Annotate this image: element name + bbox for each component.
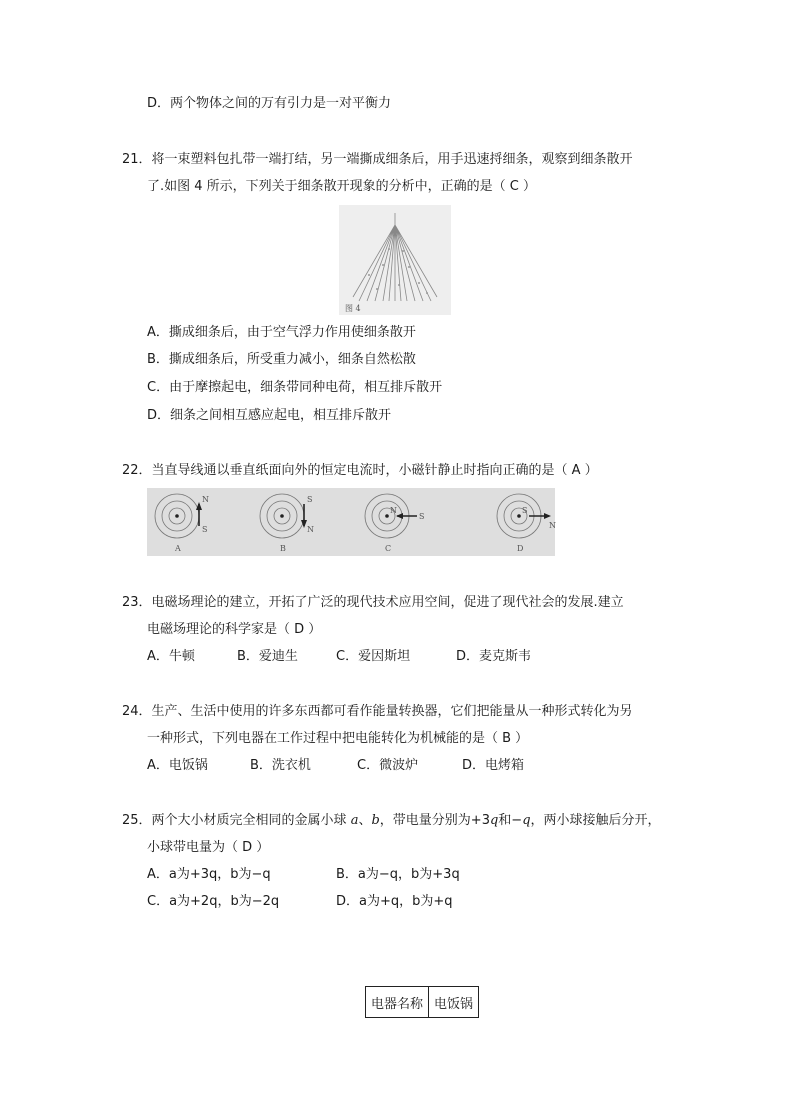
q25-option-c-prefix: C． <box>147 894 170 909</box>
q25-option-d <box>336 892 453 912</box>
q22-c-pole-n: N <box>390 506 397 515</box>
q21-option-a: A．撕成细条后，由于空气浮力作用使细条散开 <box>147 325 416 340</box>
q23-option-d: D．麦克斯韦 <box>456 649 532 664</box>
q22-panel-label-d: D <box>517 544 524 553</box>
q24-stem-line1: 24．生产、生活中使用的许多东西都可看作能量转换器，它们把能量从一种形式转化为另 <box>122 704 633 719</box>
q21-option-c: C．由于摩擦起电，细条带同种电荷，相互排斥散开 <box>147 380 443 395</box>
q22-d-pole-s: S <box>522 506 528 515</box>
q20-option-d: D．两个物体之间的万有引力是一对平衡力 <box>147 96 392 111</box>
q22-b-pole-n: N <box>307 525 314 534</box>
q22-a-pole-s: S <box>202 525 208 534</box>
q24-stem-line2: 一种形式，下列电器在工作过程中把电能转化为机械能的是（ B ） <box>147 731 529 746</box>
q25-stem-part2: ，带电量分别为+3 <box>379 813 490 828</box>
q25-var-q2: q <box>522 813 531 828</box>
q21-option-b: B．撕成细条后，所受重力减小，细条自然松散 <box>147 352 416 367</box>
q22-c-pole-s: S <box>419 512 425 521</box>
q25-option-d-text: a为+q，b为+q <box>359 894 453 909</box>
q23-option-a: A．牛顿 <box>147 649 195 664</box>
q24-option-d: D．电烤箱 <box>462 758 525 773</box>
q22-panel-label-b: B <box>280 544 286 553</box>
q25-stem-line2: 小球带电量为（ D ） <box>147 840 270 855</box>
q25-var-q1: q <box>489 813 499 828</box>
figure-compass-options <box>147 488 555 556</box>
q24-option-b: B．洗衣机 <box>250 758 311 773</box>
q23-stem-line1: 23．电磁场理论的建立，开拓了广泛的现代技术应用空间，促进了现代社会的发展.建立 <box>122 595 624 610</box>
q22-panel-label-c: C <box>385 544 392 553</box>
q23-option-c: C．爱因斯坦 <box>336 649 411 664</box>
q25-sep: 、 <box>358 813 372 828</box>
table-header-rice-cooker: 电饭锅 <box>429 987 479 1018</box>
q25-stem-part1: 25．两个大小材质完全相同的金属小球 <box>122 813 351 828</box>
q24-option-a: A．电饭锅 <box>147 758 208 773</box>
q22-b-pole-s: S <box>307 495 313 504</box>
q25-option-b-text: a为−q，b为+3q <box>357 867 460 882</box>
q25-option-a-prefix: A． <box>147 867 169 882</box>
q25-stem-part3: 和− <box>498 813 523 828</box>
q22-panel-label-a: A <box>175 544 181 553</box>
q21-option-d: D．细条之间相互感应起电，相互排斥散开 <box>147 408 392 423</box>
q21-stem-line1: 21．将一束塑料包扎带一端打结，另一端撕成细条后，用手迅速捋细条，观察到细条散开 <box>122 152 633 167</box>
figure-4-caption: 图 4 <box>345 304 361 313</box>
q22-d-pole-n: N <box>549 521 556 530</box>
q23-stem-line2: 电磁场理论的科学家是（ D ） <box>147 622 322 637</box>
figure-4-plastic-strips <box>339 205 451 315</box>
q25-option-b <box>336 865 460 885</box>
q25-option-a <box>147 865 271 885</box>
q24-option-c: C．微波炉 <box>357 758 419 773</box>
q25-option-c <box>147 892 279 912</box>
table-header-appliance-name: 电器名称 <box>366 987 429 1018</box>
q25-var-b: b <box>371 813 380 828</box>
q25-option-d-prefix: D． <box>336 894 360 909</box>
q22-a-pole-n: N <box>202 495 209 504</box>
q25-option-c-text: a为+2q，b为−2q <box>169 894 280 909</box>
q25-var-a: a <box>350 813 359 828</box>
q23-option-b: B．爱迪生 <box>237 649 298 664</box>
appliance-table <box>365 986 479 1018</box>
q22-stem: 22．当直导线通以垂直纸面向外的恒定电流时，小磁针静止时指向正确的是（ A ） <box>122 463 598 478</box>
q25-stem-part4: ，两小球接触后分开， <box>530 813 661 828</box>
q25-option-a-text: a为+3q，b为−q <box>168 867 271 882</box>
table-row <box>366 987 479 1018</box>
q21-stem-line2: 了.如图 4 所示，下列关于细条散开现象的分析中，正确的是（ C ） <box>147 179 537 194</box>
q25-stem-line1 <box>122 811 661 831</box>
q25-option-b-prefix: B． <box>336 867 358 882</box>
